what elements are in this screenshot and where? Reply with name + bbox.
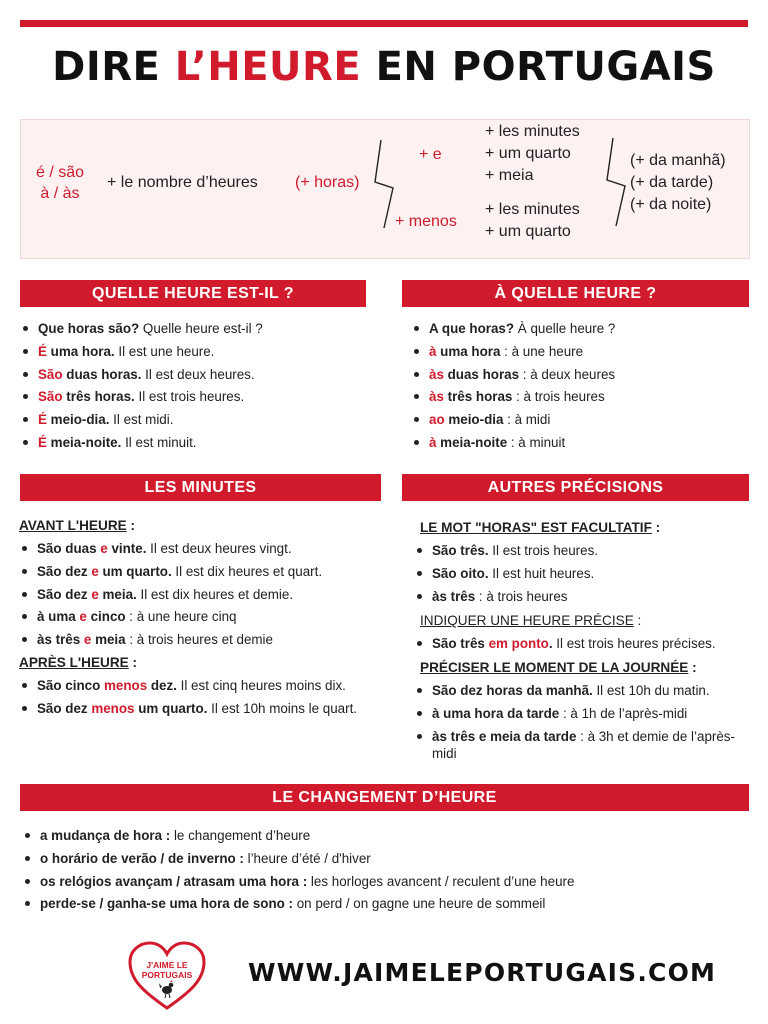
logo-line-1: J'AIME LE bbox=[146, 960, 188, 970]
item-red: às bbox=[429, 366, 444, 382]
item-text: Il est dix heures et quart. bbox=[171, 563, 323, 579]
item-text: Il est huit heures. bbox=[488, 565, 595, 581]
item-bold: um quarto. bbox=[134, 700, 208, 716]
page-title bbox=[0, 44, 768, 90]
item-text: Il est trois heures. bbox=[134, 389, 245, 405]
item-red: São bbox=[38, 389, 63, 405]
item-red: e bbox=[100, 541, 108, 556]
top-accent-bar bbox=[20, 20, 748, 27]
item-text: Il est cinq heures moins dix. bbox=[176, 678, 346, 693]
list-item bbox=[22, 873, 574, 890]
rooster-icon bbox=[159, 980, 173, 998]
moment-journee-label bbox=[420, 659, 697, 676]
list-item bbox=[414, 635, 716, 652]
list-item bbox=[20, 411, 263, 428]
list-item bbox=[414, 588, 598, 605]
formula-e-option-1: + les minutes bbox=[485, 123, 580, 140]
list-item bbox=[411, 366, 615, 383]
item-bold: uma hora bbox=[436, 343, 501, 359]
subheading-colon: : bbox=[651, 520, 661, 535]
item-bold: São oito. bbox=[432, 565, 489, 581]
subheading-colon: : bbox=[688, 660, 697, 675]
item-red: É bbox=[38, 343, 47, 359]
list-item bbox=[411, 320, 615, 337]
bracket-bolt-icon bbox=[605, 136, 629, 228]
list-item bbox=[19, 540, 322, 557]
list-item bbox=[19, 631, 322, 648]
item-bold: um quarto. bbox=[98, 563, 172, 579]
item-text: on perd / on gagne une heure de sommeil bbox=[293, 896, 546, 912]
item-bold: duas horas bbox=[443, 366, 520, 382]
item-text: Il est 10h du matin. bbox=[592, 683, 710, 698]
horas-facultatif-label bbox=[420, 519, 660, 536]
item-bold: à uma bbox=[37, 609, 80, 625]
horas-facultatif-list bbox=[414, 542, 598, 610]
item-text: Il est trois heures précises. bbox=[552, 636, 716, 651]
list-item bbox=[20, 343, 263, 360]
item-bold: o horário de verão / de inverno : bbox=[40, 850, 244, 866]
list-item bbox=[414, 705, 744, 722]
item-text: le changement d’heure bbox=[170, 828, 311, 843]
item-red: às bbox=[429, 389, 444, 405]
logo-line-2: PORTUGAIS bbox=[141, 970, 193, 980]
formula-verb-2: à / às bbox=[40, 185, 80, 202]
list-item bbox=[19, 700, 357, 717]
item-text: Il est une heure. bbox=[114, 343, 215, 359]
section-header-a-quelle-heure: À QUELLE HEURE ? bbox=[402, 280, 749, 307]
item-text: : à trois heures bbox=[475, 588, 568, 604]
item-red: e bbox=[91, 586, 99, 602]
subheading-colon: : bbox=[126, 518, 136, 533]
item-bold: às três e meia da tarde bbox=[432, 728, 577, 744]
item-text: : à minuit bbox=[507, 434, 566, 450]
item-red: à bbox=[429, 343, 437, 359]
item-bold: cinco bbox=[86, 609, 126, 625]
item-text: Il est 10h moins le quart. bbox=[207, 700, 358, 716]
apres-heure-label bbox=[19, 654, 137, 671]
item-bold: à uma hora da tarde bbox=[432, 705, 560, 721]
avant-heure-label bbox=[19, 517, 135, 534]
formula-menos-option-1: + les minutes bbox=[485, 201, 580, 218]
formula-e-option-3: + meia bbox=[485, 167, 534, 184]
section-header-autres-precisions: AUTRES PRÉCISIONS bbox=[402, 474, 749, 501]
item-text: Il est dix heures et demie. bbox=[136, 586, 294, 602]
list-item bbox=[19, 608, 322, 625]
item-text: Il est minuit. bbox=[121, 434, 197, 450]
formula-period-3: (+ da noite) bbox=[630, 196, 712, 213]
list-item bbox=[20, 434, 263, 451]
item-bold: três horas. bbox=[62, 389, 135, 405]
formula-menos-option-2: + um quarto bbox=[485, 223, 571, 240]
item-bold: São dez bbox=[37, 700, 92, 716]
item-text: : à 3h et demie de l’après-midi bbox=[432, 728, 735, 761]
heart-logo bbox=[126, 940, 208, 1012]
bracket-bolt-icon bbox=[373, 138, 397, 230]
item-text: Il est deux heures vingt. bbox=[146, 541, 292, 556]
item-bold: São duas bbox=[37, 541, 101, 556]
item-red: É bbox=[38, 412, 47, 428]
item-bold: meio-dia. bbox=[46, 412, 110, 428]
list-item bbox=[414, 728, 744, 762]
formula-period-1: (+ da manhã) bbox=[630, 152, 726, 169]
subheading-text: APRÈS L'HEURE bbox=[19, 655, 129, 670]
subheading-colon: : bbox=[128, 655, 138, 670]
section-header-changement: LE CHANGEMENT D’HEURE bbox=[20, 784, 749, 811]
item-red: e bbox=[83, 632, 92, 648]
item-red: à bbox=[429, 434, 437, 450]
item-text: Il est trois heures. bbox=[488, 543, 598, 558]
heure-precise-list bbox=[414, 635, 716, 658]
item-red: menos bbox=[103, 678, 148, 693]
list-item bbox=[22, 850, 574, 867]
item-text: : à trois heures et demie bbox=[125, 632, 273, 648]
item-red: e bbox=[79, 609, 87, 625]
item-bold: São dez bbox=[37, 563, 92, 579]
list-item bbox=[414, 565, 598, 582]
formula-e-option-2: + um quarto bbox=[485, 145, 571, 162]
formula-plus-e: + e bbox=[419, 146, 442, 163]
avant-heure-list bbox=[19, 540, 322, 654]
item-text: Il est midi. bbox=[109, 412, 174, 428]
list-item bbox=[411, 388, 615, 405]
quelle-heure-list bbox=[20, 320, 263, 457]
item-bold: São dez bbox=[37, 586, 92, 602]
item-bold: Que horas são? bbox=[38, 321, 140, 336]
item-bold: meia bbox=[91, 632, 126, 648]
item-bold: meia-noite bbox=[436, 434, 508, 450]
subheading-text: AVANT L'HEURE bbox=[19, 518, 127, 533]
subheading-colon: : bbox=[633, 613, 642, 628]
list-item bbox=[19, 586, 322, 603]
formula-number: + le nombre d’heures bbox=[107, 174, 258, 191]
item-text: Quelle heure est-il ? bbox=[139, 321, 263, 336]
item-red: em ponto bbox=[488, 636, 549, 651]
apres-heure-list bbox=[19, 677, 357, 723]
section-header-minutes: LES MINUTES bbox=[20, 474, 381, 501]
item-bold: uma hora. bbox=[46, 343, 115, 359]
item-red: ao bbox=[429, 412, 445, 428]
a-quelle-heure-list bbox=[411, 320, 615, 457]
website-url[interactable]: WWW.JAIMELEPORTUGAIS.COM bbox=[248, 958, 717, 987]
heure-precise-label bbox=[420, 612, 641, 629]
list-item bbox=[414, 542, 598, 559]
formula-horas: (+ horas) bbox=[295, 174, 360, 191]
list-item bbox=[411, 411, 615, 428]
formula-menos: + menos bbox=[395, 213, 457, 230]
title-part-1: DIRE bbox=[52, 44, 175, 90]
item-bold: perde-se / ganha-se uma hora de sono : bbox=[40, 896, 293, 912]
changement-list bbox=[22, 827, 574, 918]
title-part-3: EN PORTUGAIS bbox=[361, 44, 716, 90]
item-bold: São três. bbox=[432, 543, 489, 558]
item-bold: vinte. bbox=[107, 541, 147, 556]
item-bold: às três bbox=[37, 632, 84, 648]
formula-period-2: (+ da tarde) bbox=[630, 174, 714, 191]
item-red: São bbox=[38, 366, 63, 382]
title-part-2: L’HEURE bbox=[174, 44, 362, 90]
item-text: : à une heure bbox=[500, 343, 584, 359]
item-text: Il est deux heures. bbox=[141, 366, 255, 382]
list-item bbox=[20, 388, 263, 405]
formula-box bbox=[20, 119, 750, 259]
item-text: l’heure d’été / d'hiver bbox=[243, 850, 371, 866]
subheading-text: LE MOT "HORAS" EST FACULTATIF bbox=[420, 520, 652, 535]
moment-journee-list bbox=[414, 682, 744, 767]
subheading-text: PRÉCISER LE MOMENT DE LA JOURNÉE bbox=[420, 660, 689, 675]
item-bold: duas horas. bbox=[62, 366, 142, 382]
list-item bbox=[411, 434, 615, 451]
item-text: : à trois heures bbox=[512, 389, 605, 405]
item-bold: a mudança de hora : bbox=[40, 828, 171, 843]
item-text: : à une heure cinq bbox=[125, 609, 237, 625]
item-text: : à midi bbox=[503, 412, 551, 428]
item-bold: . bbox=[548, 636, 553, 651]
subheading-text: INDIQUER UNE HEURE PRÉCISE bbox=[420, 613, 634, 628]
item-bold: dez. bbox=[147, 678, 177, 693]
list-item bbox=[414, 682, 744, 699]
list-item bbox=[19, 677, 357, 694]
item-red: menos bbox=[91, 700, 135, 716]
list-item bbox=[411, 343, 615, 360]
item-bold: meio-dia bbox=[444, 412, 504, 428]
item-bold: os relógios avançam / atrasam uma hora : bbox=[40, 873, 308, 889]
item-text: : à 1h de l’après-midi bbox=[559, 705, 688, 721]
list-item bbox=[22, 895, 574, 912]
item-bold: São três bbox=[432, 636, 489, 651]
item-bold: São dez horas da manhã. bbox=[432, 683, 593, 698]
item-text: À quelle heure ? bbox=[514, 321, 616, 336]
item-text: : à deux heures bbox=[519, 366, 616, 382]
formula-verb-1: é / são bbox=[35, 164, 85, 181]
item-bold: às três bbox=[432, 588, 476, 604]
item-bold: meia-noite. bbox=[46, 434, 122, 450]
item-bold: São cinco bbox=[37, 678, 104, 693]
list-item bbox=[20, 366, 263, 383]
list-item bbox=[20, 320, 263, 337]
item-red: É bbox=[38, 434, 47, 450]
section-header-quelle-heure: QUELLE HEURE EST-IL ? bbox=[20, 280, 366, 307]
item-red: e bbox=[91, 563, 99, 579]
item-text: les horloges avancent / reculent d’une heure bbox=[307, 873, 575, 889]
item-bold: A que horas? bbox=[429, 321, 515, 336]
item-bold: três horas bbox=[443, 389, 513, 405]
list-item bbox=[22, 827, 574, 844]
item-bold: meia. bbox=[98, 586, 137, 602]
list-item bbox=[19, 563, 322, 580]
